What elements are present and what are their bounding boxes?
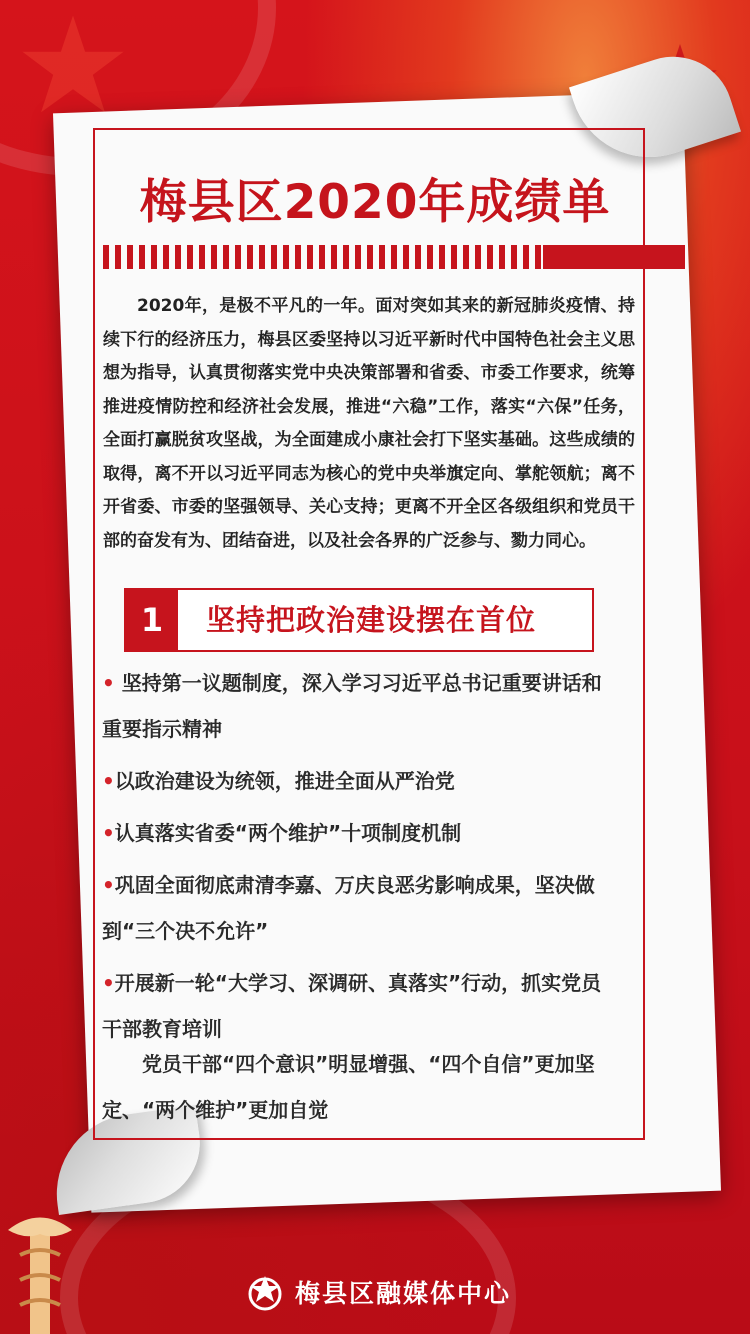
bullet-dot-icon: • (102, 971, 115, 995)
section-header (124, 588, 594, 652)
huabiao-pillar-icon (0, 1200, 80, 1334)
bullet-list (102, 660, 612, 1058)
list-item (102, 960, 612, 1052)
footer-text: 梅县区融媒体中心 (295, 1279, 512, 1308)
title-divider (103, 245, 685, 269)
list-item (102, 758, 612, 804)
footer (245, 1267, 511, 1317)
bullet-dot-icon: • (102, 671, 115, 695)
page-title: 梅县区2020年成绩单 (139, 175, 611, 230)
bullet-dot-icon: • (102, 769, 115, 793)
divider-bar (543, 245, 685, 269)
closing-paragraph: 党员干部“四个意识”明显增强、“四个自信”更加坚定、“两个维护”更加自觉 (102, 1052, 595, 1122)
section-number: 1 (126, 590, 178, 650)
list-item-text: 以政治建设为统领，推进全面从严治党 (114, 769, 455, 793)
list-item-text: 认真落实省委“两个维护”十项制度机制 (114, 821, 462, 845)
media-center-logo-icon (245, 1272, 285, 1312)
list-item-text: 开展新一轮“大学习、深调研、真落实”行动，抓实党员干部教育培训 (102, 971, 602, 1041)
section-title: 坚持把政治建设摆在首位 (206, 603, 537, 637)
list-item-text: 坚持第一议题制度，深入学习习近平总书记重要讲话和重要指示精神 (102, 671, 602, 741)
list-item (102, 660, 612, 752)
intro-paragraph: 2020年，是极不平凡的一年。面对突如其来的新冠肺炎疫情、持续下行的经济压力，梅县区委坚持以习近平新时代中国特色社会主义思想为指导，认真贯彻落实党中央决策部署和省委、市委工作要求，统筹推进疫情防控和经济社会发展，推进“六稳”工作，落实“六保”任务，全面打赢脱贫攻坚战，为全面建成小康社会打下坚实基础。这些成绩的取得，离不开以习近平同志为核心的党中央举旗定向、掌舵领航；离不开省委、市委的坚强领导、关心支持；更离不开全区各级组织和党员干部的奋发有为、团结奋进，以及社会各界的广泛参与、勠力同心。 (103, 296, 635, 551)
list-item (102, 810, 612, 856)
list-item-text: 巩固全面彻底肃清李嘉、万庆良恶劣影响成果，坚决做到“三个决不允许” (102, 873, 595, 943)
bullet-dot-icon: • (102, 873, 115, 897)
divider-ticks (103, 245, 543, 269)
bullet-dot-icon: • (102, 821, 115, 845)
list-item (102, 862, 612, 954)
